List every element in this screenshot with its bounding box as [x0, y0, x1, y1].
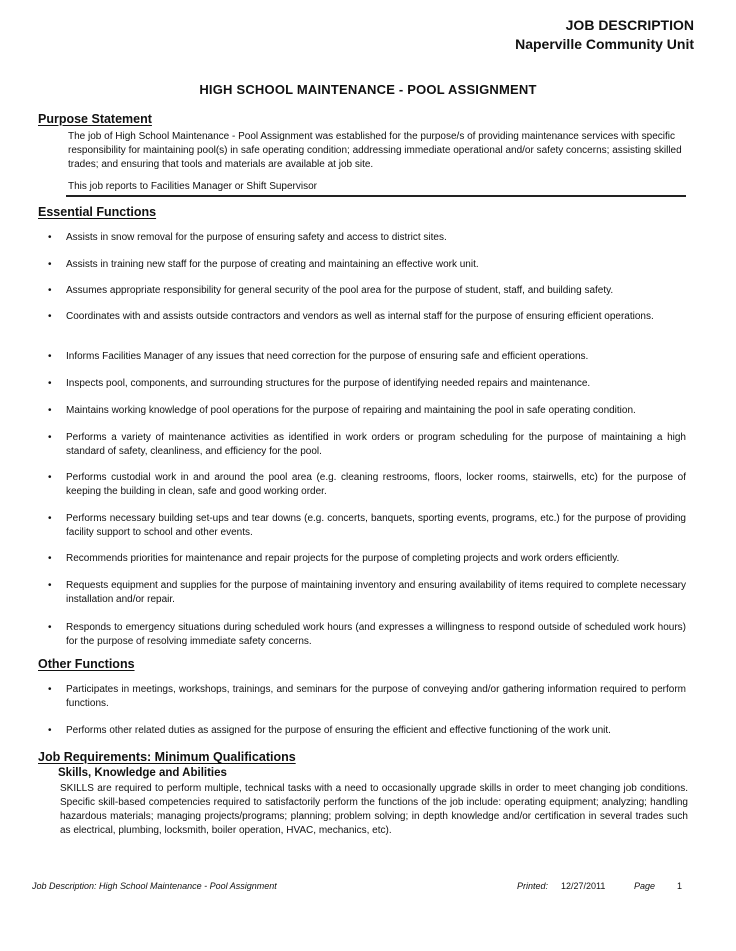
list-item: • Performs custodial work in and around the pool area (e.g. cleaning restrooms, floors, locker rooms, stairwells, etc) for the purpose of keeping the building in clean, safe and good working order. — [48, 472, 686, 497]
bullet-icon: • — [48, 311, 52, 322]
bullet-icon: • — [48, 553, 52, 564]
list-item: • Requests equipment and supplies for the purpose of maintaining inventory and ensuring availability of items required to complete necessary installation and/or repair. — [48, 580, 686, 605]
skills-subheading: Skills, Knowledge and Abilities — [58, 767, 227, 779]
list-item: • Recommends priorities for maintenance and repair projects for the purpose of completing projects and work orders efficiently. — [48, 553, 620, 564]
bullet-icon: • — [48, 405, 52, 416]
bullet-icon: • — [48, 259, 52, 270]
list-item: • Inspects pool, components, and surrounding structures for the purpose of identifying needed repairs and maintenance. — [48, 378, 591, 389]
list-item: • Performs a variety of maintenance activities as identified in work orders or program scheduling for the purpose of maintaining a high standard of safety, cleanliness, and efficiency for the pool. — [48, 432, 686, 457]
footer-page-label: Page — [634, 881, 656, 891]
list-item: • Informs Facilities Manager of any issues that need correction for the purpose of ensuring safe and efficient operations. — [48, 351, 589, 362]
footer-page-number: 1 — [677, 881, 683, 891]
list-item: • Performs other related duties as assigned for the purpose of ensuring the efficient and effective functioning of the work unit. — [48, 725, 611, 736]
bullet-icon: • — [48, 351, 52, 362]
list-item: • Assists in training new staff for the purpose of creating and maintaining an effective work unit. — [48, 259, 479, 270]
bullet-icon: • — [48, 622, 52, 633]
bullet-icon: • — [48, 472, 52, 483]
footer-printed-label: Printed: — [517, 881, 549, 891]
bullet-icon: • — [48, 684, 52, 695]
section-divider — [66, 195, 686, 197]
list-item: • Performs necessary building set-ups and tear downs (e.g. concerts, banquets, sporting events, programs, etc.) for the purpose of providing facility support to school and other events. — [48, 513, 686, 538]
requirements-heading: Job Requirements: Minimum Qualifications — [38, 750, 296, 764]
skills-text: SKILLS are required to perform multiple, technical tasks with a need to occasionally upgrade skills in order to meet changing job conditions. Specific skill-based competencies required to satisfactorily perform the functions of the job include: operating equipment; analyzing; handling hazardous materials; managing projects/programs; planning; problem solving; in depth knowledge and/or certification in several trades such as electrical, plumbing, locksmith, boiler operation, HVAC, mechanics, etc). — [60, 783, 688, 836]
footer-doc-label: Job Description: High School Maintenance - Pool Assignment — [32, 881, 277, 891]
document-header — [515, 16, 694, 54]
footer-printed-date: 12/27/2011 — [561, 881, 606, 891]
other-heading: Other Functions — [38, 657, 135, 671]
list-item: • Assumes appropriate responsibility for general security of the pool area for the purpose of student, staff, and building safety. — [48, 285, 614, 296]
list-item: • Responds to emergency situations during scheduled work hours (and expresses a willingness to respond outside of scheduled work hours) for the purpose of resolving immediate safety concerns. — [48, 622, 686, 647]
bullet-icon: • — [48, 580, 52, 591]
reports-to-text: This job reports to Facilities Manager or Shift Supervisor — [68, 181, 317, 192]
bullet-icon: • — [48, 232, 52, 243]
bullet-icon: • — [48, 378, 52, 389]
list-item: • Coordinates with and assists outside contractors and vendors as well as internal staff for the purpose of ensuring efficient operations. — [48, 311, 654, 322]
purpose-text: The job of High School Maintenance - Pool Assignment was established for the purpose/s of providing maintenance services with specific responsibility for maintaining pool(s) in safe operating condition; addressing immediate operational and/or safety concerns; assisting skilled trades; and ensuring that tools and materials are available at job site. — [68, 131, 682, 170]
header-district: Naperville Community Unit — [515, 36, 694, 52]
bullet-icon: • — [48, 513, 52, 524]
bullet-icon: • — [48, 725, 52, 736]
bullet-icon: • — [48, 432, 52, 443]
header-job-description: JOB DESCRIPTION — [565, 17, 694, 33]
list-item: • Participates in meetings, workshops, trainings, and seminars for the purpose of conveying and/or gathering information required to perform functions. — [48, 684, 686, 709]
list-item: • Assists in snow removal for the purpose of ensuring safety and access to district sites. — [48, 232, 447, 243]
bullet-icon: • — [48, 285, 52, 296]
list-item: • Maintains working knowledge of pool operations for the purpose of repairing and maintaining the pool in safe operating condition. — [48, 405, 636, 416]
page-title: HIGH SCHOOL MAINTENANCE - POOL ASSIGNMENT — [199, 82, 537, 97]
essential-heading: Essential Functions — [38, 205, 157, 219]
purpose-heading: Purpose Statement — [38, 112, 152, 126]
